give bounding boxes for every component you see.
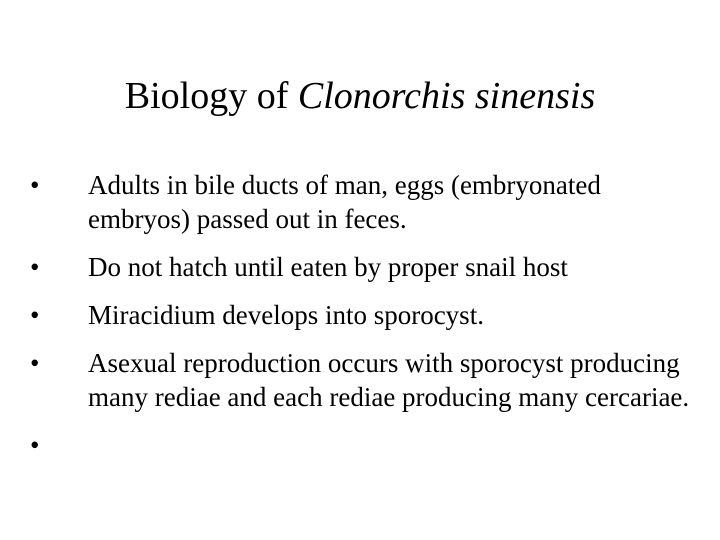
bullet-text: Adults in bile ducts of man, eggs (embryonated embryos) passed out in feces. — [88, 170, 601, 234]
bullet-item — [30, 298, 690, 332]
bullet-text: Do not hatch until eaten by proper snail host — [88, 252, 568, 282]
bullet-icon — [30, 428, 50, 462]
title-prefix: Biology of — [124, 75, 298, 117]
bullet-icon — [30, 346, 50, 380]
bullet-icon — [30, 250, 50, 284]
bullet-icon — [30, 168, 50, 202]
bullet-text: Asexual reproduction occurs with sporocyst producing many rediae and each rediae producing many cercariae. — [88, 348, 690, 412]
bullet-item — [30, 346, 690, 414]
title-species-name: Clonorchis sinensis — [297, 75, 596, 117]
bullet-icon — [30, 298, 50, 332]
bullet-item — [30, 250, 690, 284]
bullet-list — [30, 168, 690, 428]
slide-title — [0, 72, 720, 120]
bullet-text: Miracidium develops into sporocyst. — [88, 300, 484, 330]
bullet-item — [30, 168, 690, 236]
